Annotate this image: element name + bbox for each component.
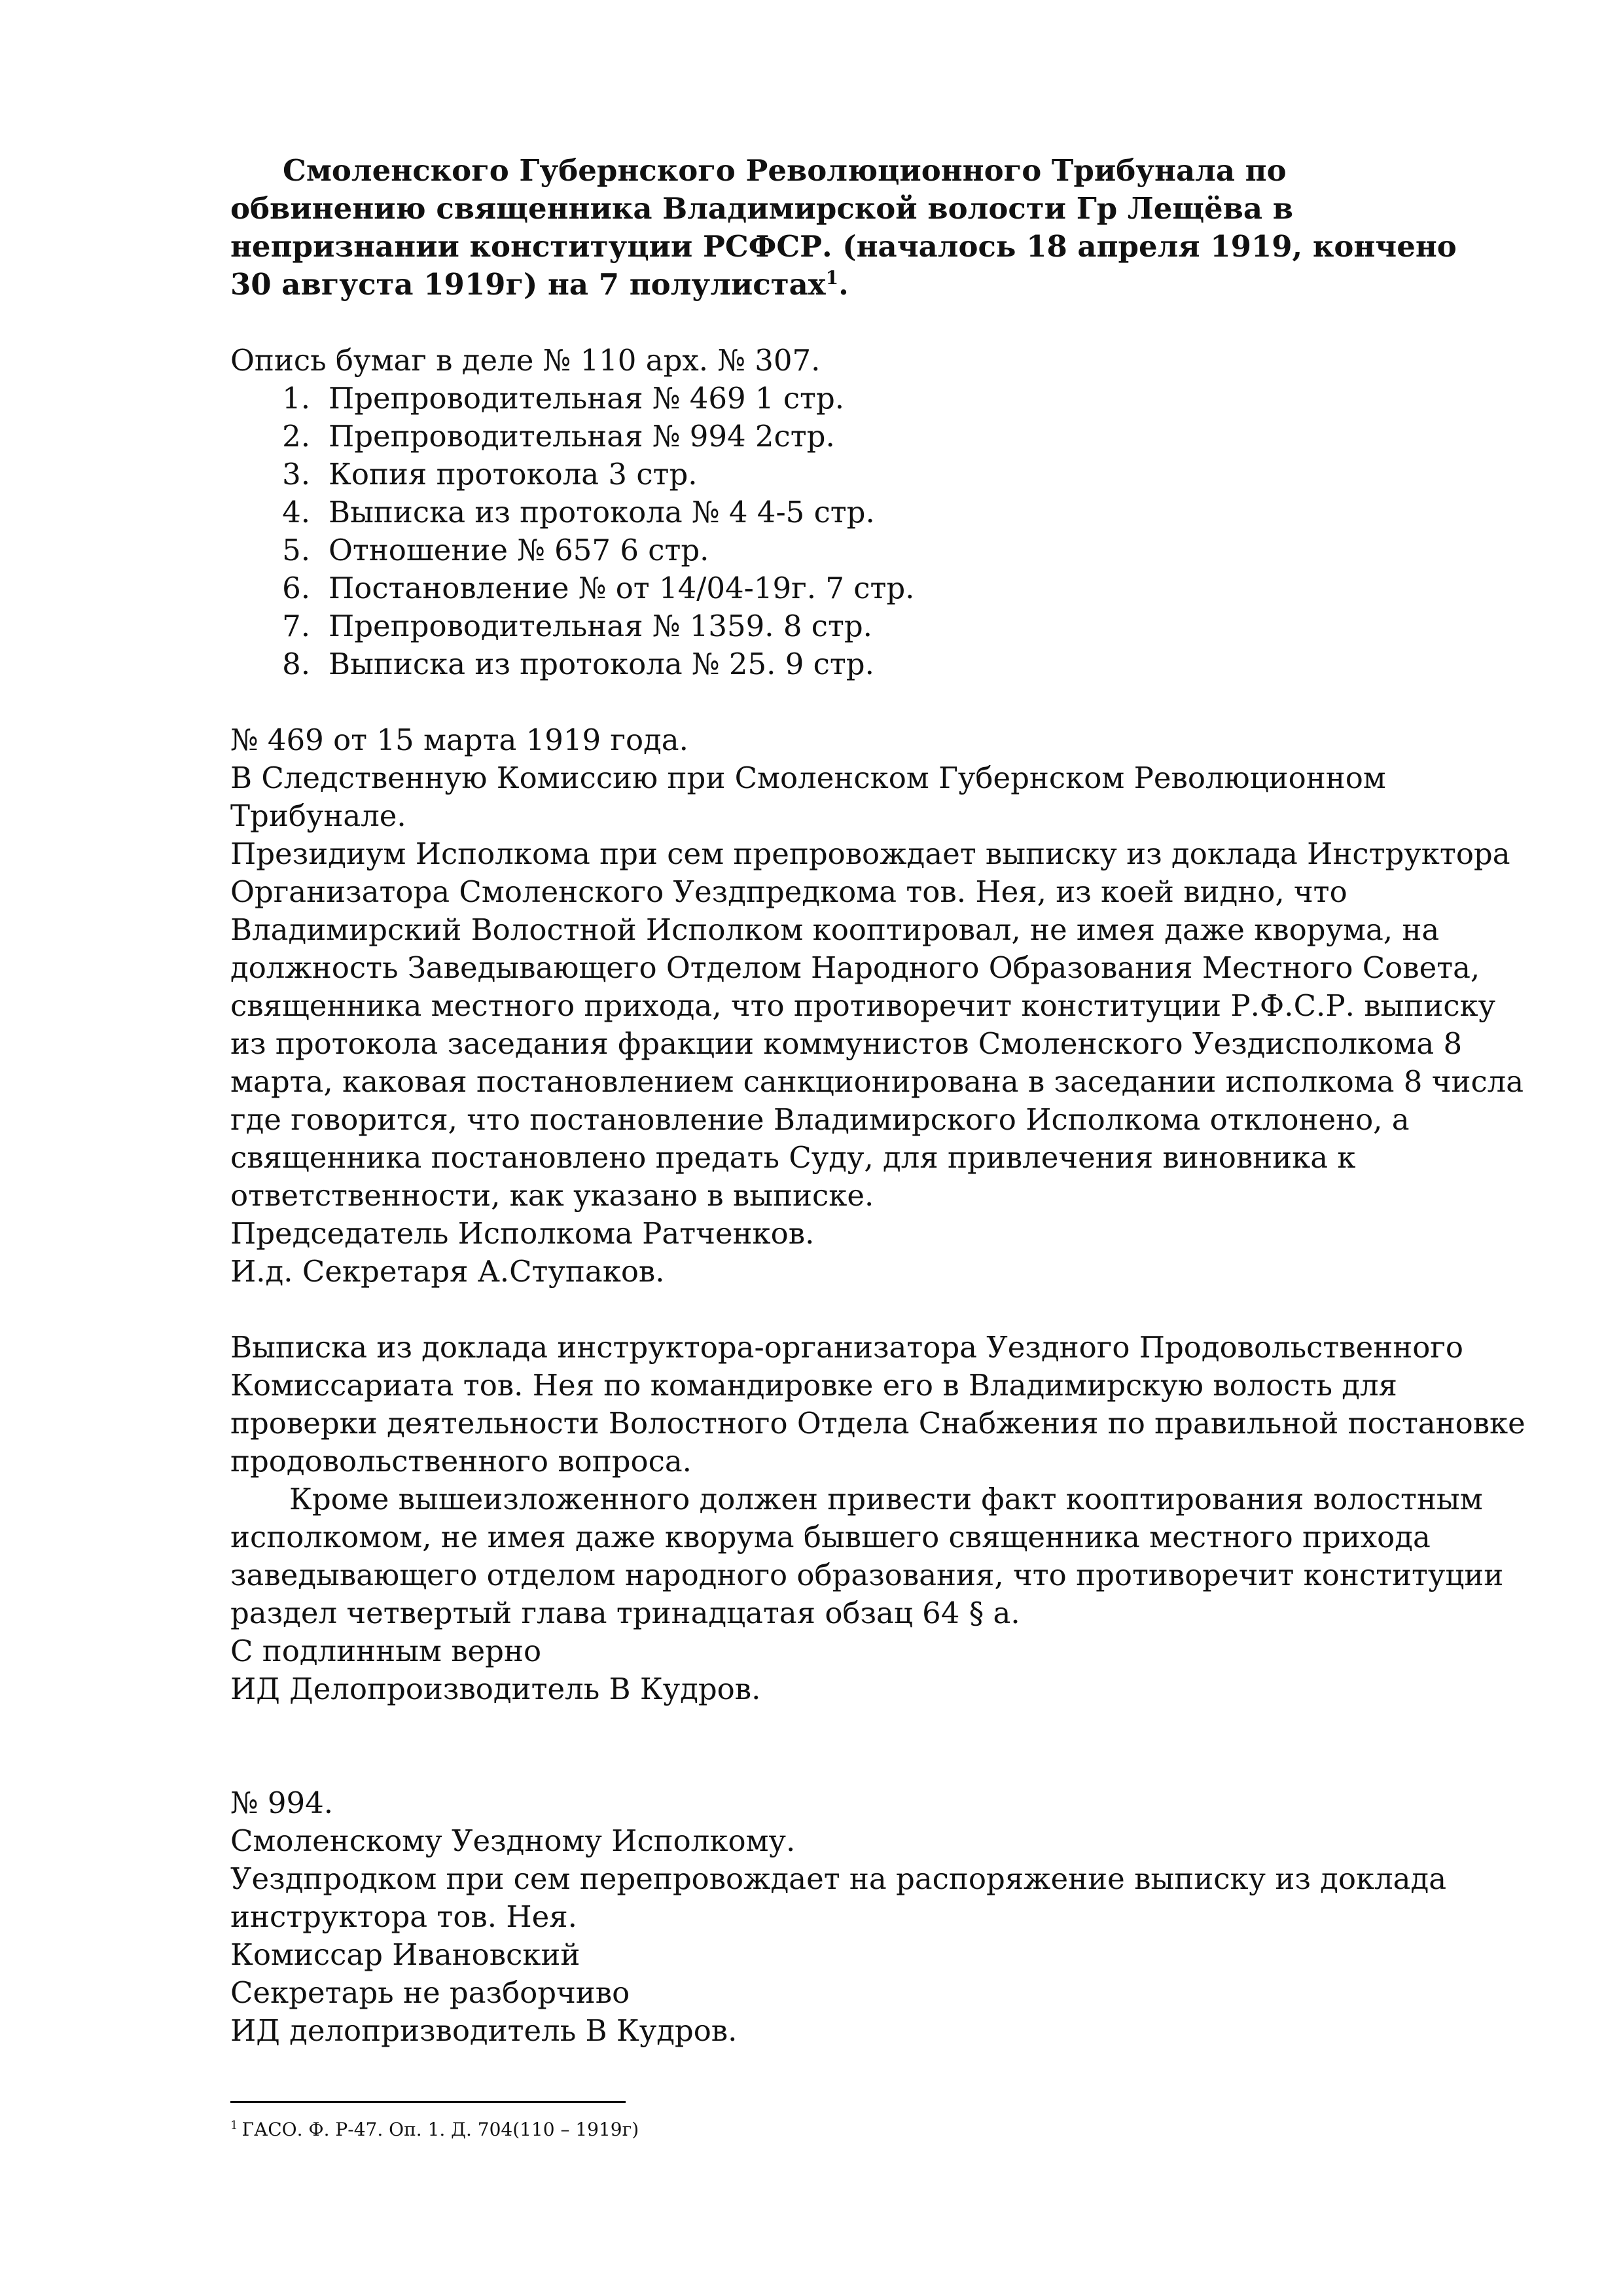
footnote-text: ГАСО. Ф. Р-47. Оп. 1. Д. 704(110 – 1919г) (241, 2119, 639, 2140)
text-line: должность Заведывающего Отделом Народного Образования Местного Совета, (230, 950, 1480, 985)
text-line: № 994. (230, 1785, 334, 1820)
inventory-heading: Опись бумаг в деле № 110 арх. № 307. (230, 343, 821, 378)
item-text: Препроводительная № 469 1 стр. (329, 381, 845, 416)
item-text: Отношение № 657 6 стр. (329, 533, 709, 567)
item-number: 1. (282, 381, 310, 416)
text-line: Трибунале. (230, 798, 406, 833)
spacer (230, 1291, 1526, 1329)
text-line: В Следственную Комиссию при Смоленском Губернском Революционном (230, 761, 1386, 795)
title-end-punct: . (838, 267, 849, 302)
inventory-section (230, 342, 1526, 683)
item-text: Выписка из протокола № 4 4-5 стр. (329, 495, 875, 529)
item-number: 3. (282, 457, 310, 492)
indented-line: Кроме вышеизложенного должен привести факт кооптирования волостным (289, 1482, 1483, 1516)
spacer (230, 683, 1526, 721)
text-line: Смоленскому Уездному Исполкому. (230, 1823, 796, 1858)
title-line: непризнании конституции РСФСР. (началось 18 апреля 1919, кончено (230, 229, 1457, 264)
list-item (230, 607, 1526, 645)
list-item (230, 456, 1526, 493)
document-469 (230, 721, 1526, 1291)
title-line: обвинению священника Владимирской волости Гр Лещёва в (230, 191, 1293, 226)
item-number: 7. (282, 609, 310, 643)
title-line-last (230, 266, 1526, 304)
item-number: 8. (282, 647, 310, 681)
signature-line: Комиссар Ивановский (230, 1937, 580, 1972)
text-line: Уездпродком при сем перепровождает на распоряжение выписку из доклада (230, 1861, 1447, 1896)
signature-line: Председатель Исполкома Ратченков. (230, 1216, 815, 1251)
signature-line: ИД Делопроизводитель В Кудров. (230, 1672, 761, 1706)
item-number: 2. (282, 419, 310, 454)
text-line: где говорится, что постановление Владимирского Исполкома отклонено, а (230, 1102, 1410, 1137)
title-line: Смоленского Губернского Революционного Трибунала по (283, 153, 1287, 188)
text-line: № 469 от 15 марта 1919 года. (230, 723, 688, 757)
title-footnote-ref[interactable]: 1 (825, 267, 839, 289)
text-line: Владимирский Волостной Исполком кооптировал, не имея даже кворума, на (230, 912, 1440, 947)
text-line: Президиум Исполкома при сем препровождает выписку из доклада Инструктора (230, 836, 1510, 871)
item-number: 4. (282, 495, 310, 529)
text-line: ответственности, как указано в выписке. (230, 1178, 874, 1213)
text-line: проверки деятельности Волостного Отдела Снабжения по правильной постановке (230, 1406, 1525, 1441)
signature-line: Секретарь не разборчиво (230, 1975, 630, 2010)
item-number: 5. (282, 533, 310, 567)
footnote (230, 2118, 639, 2142)
footnote-separator (230, 2101, 626, 2103)
list-item (230, 569, 1526, 607)
list-item (230, 380, 1526, 418)
item-text: Выписка из протокола № 25. 9 стр. (329, 647, 874, 681)
text-line: продовольственного вопроса. (230, 1444, 692, 1479)
extract-section (230, 1329, 1526, 1708)
text-line: Комиссариата тов. Нея по командировке его в Владимирскую волость для (230, 1368, 1397, 1403)
text-line: исполкомом, не имея даже кворума бывшего священника местного прихода (230, 1520, 1431, 1554)
document-title (230, 152, 1526, 304)
text-line: марта, каковая постановлением санкционирована в заседании исполкома 8 числа (230, 1064, 1524, 1099)
title-line-text: 30 августа 1919г) на 7 полулистах (230, 267, 826, 302)
item-text: Постановление № от 14/04-19г. 7 стр. (329, 571, 915, 605)
list-item (230, 531, 1526, 569)
text-line: раздел четвертый глава тринадцатая обзац 64 § а. (230, 1596, 1020, 1630)
item-text: Препроводительная № 1359. 8 стр. (329, 609, 872, 643)
text-line: из протокола заседания фракции коммунистов Смоленского Уездисполкома 8 (230, 1026, 1463, 1061)
text-line: инструктора тов. Нея. (230, 1899, 577, 1934)
list-item (230, 645, 1526, 683)
item-text: Препроводительная № 994 2стр. (329, 419, 835, 454)
signature-line: ИД делопризводитель В Кудров. (230, 2013, 738, 2048)
item-text: Копия протокола 3 стр. (329, 457, 698, 492)
spacer (230, 1708, 1526, 1784)
text-line: С подлинным верно (230, 1634, 542, 1668)
document-page (230, 152, 1526, 2050)
list-item (230, 418, 1526, 456)
signature-line: И.д. Секретаря А.Ступаков. (230, 1254, 665, 1289)
text-line: священника постановлено предать Суду, для привлечения виновника к (230, 1140, 1356, 1175)
document-994 (230, 1784, 1526, 2050)
list-item (230, 493, 1526, 531)
text-line: заведывающего отделом народного образования, что противоречит конституции (230, 1558, 1504, 1592)
text-line: священника местного прихода, что противоречит конституции Р.Ф.С.Р. выписку (230, 988, 1496, 1023)
inventory-list (230, 380, 1526, 683)
text-line: Организатора Смоленского Уездпредкома тов. Нея, из коей видно, что (230, 874, 1347, 909)
item-number: 6. (282, 571, 310, 605)
footnote-mark: 1 (230, 2118, 238, 2132)
text-line: Выписка из доклада инструктора-организатора Уездного Продовольственного (230, 1330, 1463, 1365)
